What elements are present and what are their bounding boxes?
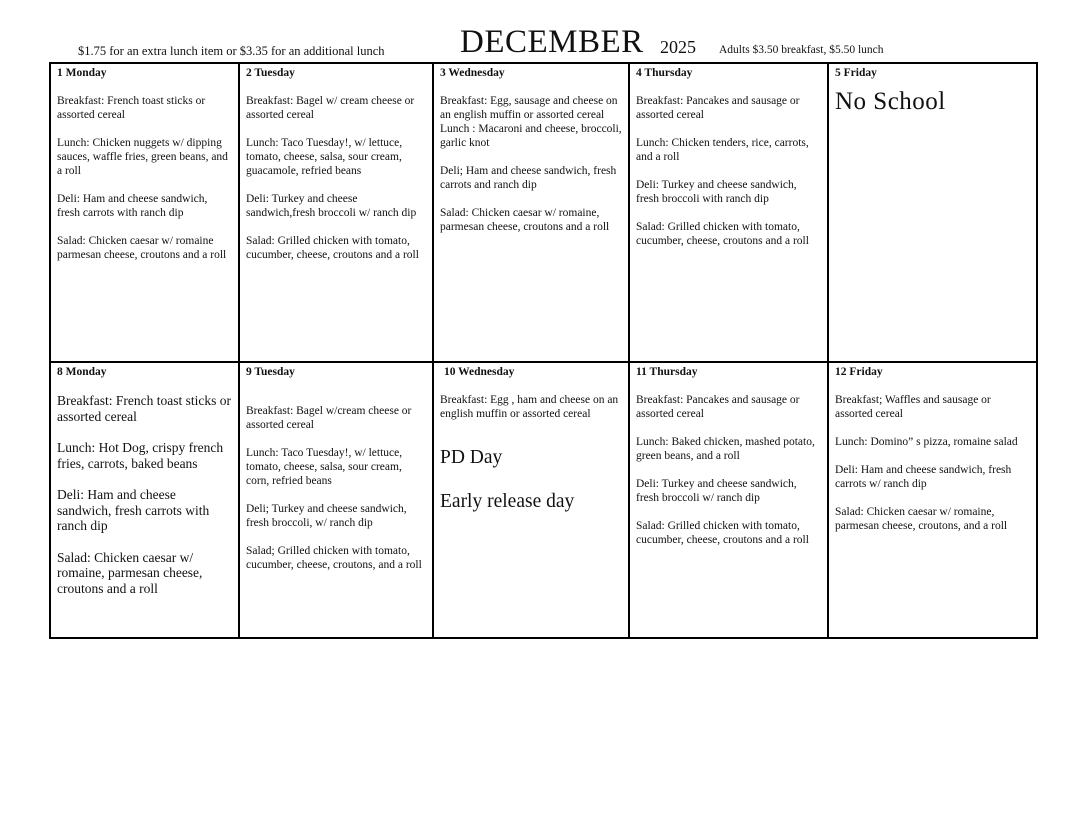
breakfast-item: Breakfast: French toast sticks or assorted cereal	[57, 393, 231, 424]
no-school-note: No School	[835, 88, 946, 115]
salad-item: Salad; Grilled chicken with tomato, cucumber, cheese, croutons, and a roll	[246, 545, 422, 571]
day-cell-dec-4	[630, 64, 829, 363]
day-title: 10 Wednesday	[444, 366, 515, 378]
salad-item: Salad: Grilled chicken with tomato, cucumber, cheese, croutons and a roll	[246, 235, 419, 261]
salad-item: Salad: Chicken caesar w/ romaine parmesan cheese, croutons and a roll	[57, 235, 227, 261]
deli-item: Deli: Ham and cheese sandwich, fresh carrots with ranch dip	[57, 193, 208, 219]
salad-item: Salad: Grilled chicken with tomato, cucumber, cheese, croutons and a roll	[636, 520, 809, 546]
day-title: 8 Monday	[57, 366, 107, 378]
day-cell-dec-9	[240, 363, 434, 637]
deli-item: Deli: Turkey and cheese sandwich,fresh broccoli w/ ranch dip	[246, 193, 417, 219]
deli-item: Deli; Turkey and cheese sandwich, fresh broccoli, w/ ranch dip	[246, 503, 407, 529]
day-cell-dec-1	[51, 64, 240, 363]
lunch-item: Lunch: Hot Dog, crispy french fries, carrots, baked beans	[57, 440, 224, 471]
day-title: 3 Wednesday	[440, 67, 505, 79]
salad-item: Salad: Chicken caesar w/ romaine, parmesan cheese, croutons and a roll	[440, 207, 610, 233]
lunch-item: Lunch: Chicken tenders, rice, carrots, and a roll	[636, 137, 809, 163]
day-cell-dec-5	[829, 64, 1036, 363]
breakfast-item: Breakfast: Pancakes and sausage or assorted cereal	[636, 95, 800, 121]
day-title: 4 Thursday	[636, 67, 693, 79]
day-cell-dec-8	[51, 363, 240, 637]
deli-item: Deli: Turkey and cheese sandwich, fresh broccoli with ranch dip	[636, 179, 797, 205]
day-cell-dec-11	[630, 363, 829, 637]
lunch-item: Lunch: Taco Tuesday!, w/ lettuce, tomato, cheese, salsa, sour cream, corn, refried beans	[246, 447, 403, 487]
salad-item: Salad: Chicken caesar w/ romaine, parmesan cheese, croutons, and a roll	[835, 506, 1008, 532]
lunch-item: Lunch: Chicken nuggets w/ dipping sauces, waffle fries, green beans, and a roll	[57, 137, 228, 177]
day-cell-dec-2	[240, 64, 434, 363]
lunch-item: Lunch : Macaroni and cheese, broccoli, garlic knot	[440, 123, 622, 149]
deli-item: Deli: Ham and cheese sandwich, fresh carrots w/ ranch dip	[835, 464, 1012, 490]
day-title: 1 Monday	[57, 67, 107, 79]
breakfast-item: Breakfast: Bagel w/ cream cheese or assorted cereal	[246, 95, 415, 121]
day-cell-dec-3	[434, 64, 630, 363]
deli-item: Deli; Ham and cheese sandwich, fresh carrots and ranch dip	[440, 165, 617, 191]
day-cell-dec-10	[434, 363, 630, 637]
breakfast-item: Breakfast: Egg, sausage and cheese on an english muffin or assorted cereal	[440, 95, 618, 121]
day-title: 2 Tuesday	[246, 67, 295, 79]
salad-item: Salad: Chicken caesar w/ romaine, parmesan cheese, croutons and a roll	[57, 549, 203, 596]
day-cell-dec-12	[829, 363, 1036, 637]
day-title: 5 Friday	[835, 67, 877, 79]
breakfast-item: Breakfast: French toast sticks or assorted cereal	[57, 95, 206, 121]
menu-calendar-grid	[49, 62, 1038, 639]
breakfast-item: Breakfast: Pancakes and sausage or assorted cereal	[636, 394, 800, 420]
day-title: 11 Thursday	[636, 366, 698, 378]
early-release-note: Early release day	[440, 491, 575, 512]
pd-day-note: PD Day	[440, 447, 503, 468]
breakfast-item: Breakfast; Waffles and sausage or assorted cereal	[835, 394, 991, 420]
adult-pricing-note: Adults $3.50 breakfast, $5.50 lunch	[719, 44, 884, 56]
month-title: DECEMBER	[460, 24, 644, 60]
lunch-item: Lunch: Taco Tuesday!, w/ lettuce, tomato, cheese, salsa, sour cream, guacamole, refried beans	[246, 137, 403, 177]
deli-item: Deli: Turkey and cheese sandwich, fresh broccoli w/ ranch dip	[636, 478, 797, 504]
breakfast-item: Breakfast: Bagel w/cream cheese or assorted cereal	[246, 405, 412, 431]
extra-lunch-pricing-note: $1.75 for an extra lunch item or $3.35 for an additional lunch	[78, 44, 385, 58]
lunch-item: Lunch: Domino” s pizza, romaine salad	[835, 436, 1018, 448]
deli-item: Deli: Ham and cheese sandwich, fresh carrots with ranch dip	[57, 487, 210, 533]
lunch-item: Lunch: Baked chicken, mashed potato, green beans, and a roll	[636, 436, 815, 462]
year-title: 2025	[660, 37, 696, 57]
day-title: 12 Friday	[835, 366, 883, 378]
salad-item: Salad: Grilled chicken with tomato, cucumber, cheese, croutons and a roll	[636, 221, 809, 247]
breakfast-item: Breakfast: Egg , ham and cheese on an english muffin or assorted cereal	[440, 394, 619, 420]
day-title: 9 Tuesday	[246, 366, 295, 378]
